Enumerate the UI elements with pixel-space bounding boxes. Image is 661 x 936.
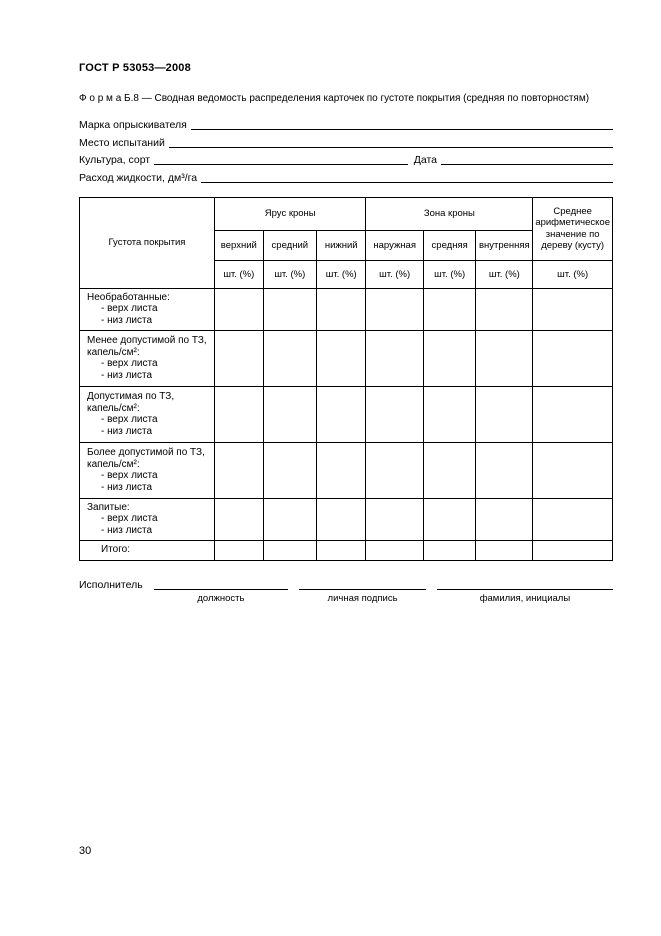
row-item: - верх листа: [101, 513, 158, 525]
blank-line: [441, 164, 613, 165]
column-header: средний: [263, 230, 316, 260]
unit-header: шт. (%): [215, 260, 264, 288]
row-label-cell: [80, 288, 215, 330]
data-cell: [215, 442, 264, 498]
data-cell: [533, 540, 613, 560]
blank-line: [154, 579, 289, 590]
data-cell: [263, 386, 316, 442]
data-cell: [317, 442, 366, 498]
data-cell: [215, 386, 264, 442]
data-cell: [423, 386, 475, 442]
signature-caption: личная подпись: [327, 592, 398, 604]
executor-label: Исполнитель: [79, 578, 143, 591]
unit-header: шт. (%): [317, 260, 366, 288]
data-cell: [215, 498, 264, 540]
data-cell: [423, 330, 475, 386]
data-cell: [533, 442, 613, 498]
signature-column-name: [437, 579, 613, 605]
blank-line: [169, 147, 613, 148]
data-cell: [215, 330, 264, 386]
table-row: [80, 540, 613, 560]
table-row: [80, 288, 613, 330]
column-header: верхний: [215, 230, 264, 260]
data-cell: [263, 442, 316, 498]
table-row: [80, 330, 613, 386]
coverage-density-table: [79, 197, 613, 561]
row-item: - низ листа: [101, 524, 153, 536]
field-label: Культура, сорт: [79, 154, 151, 166]
column-header: наружная: [366, 230, 424, 260]
data-cell: [366, 540, 424, 560]
row-item: - верх листа: [101, 470, 158, 481]
data-cell: [476, 330, 533, 386]
data-cell: [423, 540, 475, 560]
blank-line: [154, 164, 408, 165]
row-item: - низ листа: [101, 425, 153, 437]
data-cell: [263, 498, 316, 540]
data-cell: [317, 540, 366, 560]
row-title: Менее допустимой по ТЗ, капель/см²:: [87, 335, 207, 358]
column-header: средняя: [423, 230, 475, 260]
data-cell: [263, 540, 316, 560]
row-label-cell: [80, 386, 215, 442]
row-item: - верх листа: [101, 414, 158, 425]
row-item: - верх листа: [101, 303, 158, 315]
data-cell: [366, 498, 424, 540]
corner-header-cell: Густота покрытия: [80, 197, 215, 288]
table-row: [80, 386, 613, 442]
form-caption: Ф о р м а Б.8 — Сводная ведомость распределения карточек по густоте покрытия (средняя по повторностям): [79, 93, 590, 104]
data-cell: [317, 330, 366, 386]
column-header: нижний: [317, 230, 366, 260]
row-title: Необработанные:: [87, 291, 170, 303]
row-title: Итого:: [101, 544, 130, 556]
data-cell: [476, 288, 533, 330]
unit-header: шт. (%): [423, 260, 475, 288]
row-item: - низ листа: [101, 314, 153, 326]
data-cell: [533, 288, 613, 330]
row-item: - низ листа: [101, 369, 153, 381]
blank-line: [299, 579, 426, 590]
avg-header-cell: Среднее арифметическое значение по дереву (кусту): [533, 197, 613, 260]
data-cell: [476, 540, 533, 560]
signature-caption: должность: [197, 592, 245, 604]
data-cell: [215, 540, 264, 560]
group-header-tier: Ярус кроны: [215, 197, 366, 230]
group-header-zone: Зона кроны: [366, 197, 533, 230]
unit-header: шт. (%): [263, 260, 316, 288]
row-item: - низ листа: [101, 481, 153, 493]
data-cell: [476, 442, 533, 498]
data-cell: [366, 330, 424, 386]
row-label-cell: [80, 498, 215, 540]
data-cell: [533, 498, 613, 540]
table-row: [80, 442, 613, 498]
signature-caption: фамилия, инициалы: [479, 592, 571, 604]
document-page: [79, 62, 613, 605]
data-cell: [366, 442, 424, 498]
row-title: Запитые:: [87, 501, 130, 513]
field-label: Расход жидкости, дм³/га: [79, 171, 198, 184]
data-cell: [317, 288, 366, 330]
data-cell: [423, 442, 475, 498]
page-number: 30: [79, 845, 92, 857]
row-title: Допустимая по ТЗ, капель/см²:: [87, 391, 175, 414]
row-label-cell: [80, 330, 215, 386]
data-cell: [423, 288, 475, 330]
standard-number: ГОСТ Р 53053—2008: [79, 62, 191, 74]
data-cell: [476, 386, 533, 442]
field-rate: [79, 172, 613, 185]
data-cell: [263, 288, 316, 330]
row-label-cell: [80, 540, 215, 560]
form-fields: [79, 119, 613, 185]
unit-header: шт. (%): [533, 260, 613, 288]
field-label: Место испытаний: [79, 136, 165, 149]
blank-line: [201, 182, 613, 183]
blank-line: [191, 129, 613, 130]
signature-column-signature: [299, 579, 426, 605]
executor-block: [79, 579, 613, 605]
row-title: Более допустимой по ТЗ, капель/см²:: [87, 447, 205, 470]
field-label: Дата: [413, 154, 437, 166]
data-cell: [476, 498, 533, 540]
table-row: [80, 498, 613, 540]
field-label: Марка опрыскивателя: [79, 119, 187, 131]
data-cell: [366, 288, 424, 330]
row-item: - верх листа: [101, 358, 158, 369]
unit-header: шт. (%): [476, 260, 533, 288]
unit-header: шт. (%): [366, 260, 424, 288]
field-crop-date: [79, 154, 613, 167]
data-cell: [533, 330, 613, 386]
data-cell: [263, 330, 316, 386]
data-cell: [423, 498, 475, 540]
data-cell: [366, 386, 424, 442]
data-cell: [533, 386, 613, 442]
signature-column-position: [154, 579, 289, 605]
data-cell: [317, 498, 366, 540]
field-site: [79, 137, 613, 150]
data-cell: [317, 386, 366, 442]
blank-line: [437, 579, 613, 590]
data-cell: [215, 288, 264, 330]
field-sprayer: [79, 119, 613, 132]
row-label-cell: [80, 442, 215, 498]
column-header: внутренняя: [476, 230, 533, 260]
